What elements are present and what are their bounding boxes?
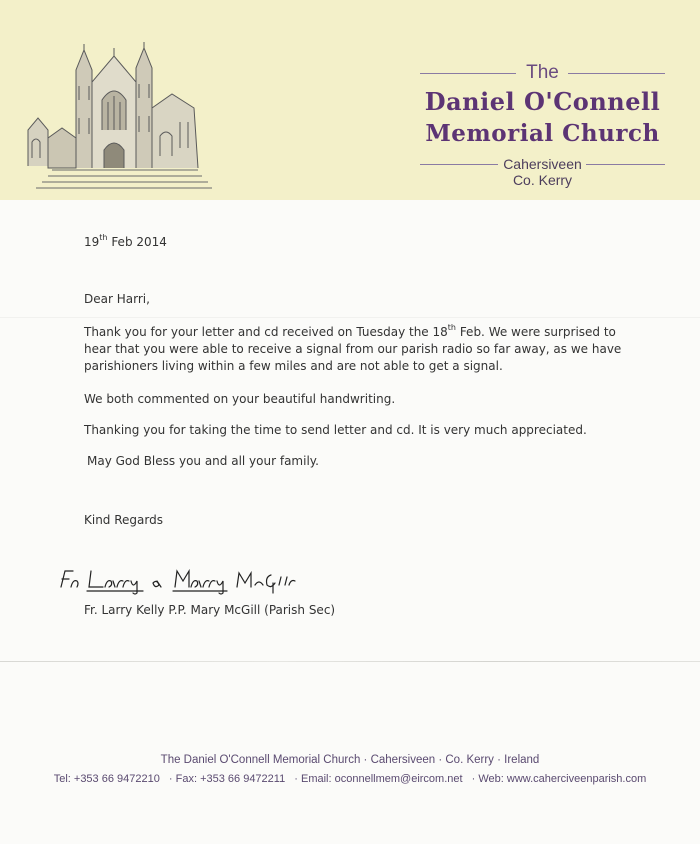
footer-tel: Tel: +353 66 9472210 bbox=[53, 773, 160, 785]
paragraph-3: Thanking you for taking the time to send letter and cd. It is very much appreciated. bbox=[84, 423, 587, 437]
salutation: Dear Harri, bbox=[84, 292, 150, 306]
paragraph-4: May God Bless you and all your family. bbox=[87, 454, 319, 468]
paper-edge bbox=[0, 661, 700, 662]
paragraph-1: Thank you for your letter and cd received on Tuesday the 18th Feb. We were surprised to hear that you were able to receive a signal from our parish radio so far away, as we have parishioners living within a few miles and are not able to get a signal. bbox=[84, 323, 622, 373]
brand-name-line1: Daniel O'Connell bbox=[424, 87, 661, 116]
brand-county: Co. Kerry bbox=[512, 172, 573, 188]
footer-contacts bbox=[0, 773, 700, 785]
closing: Kind Regards bbox=[84, 513, 163, 527]
church-illustration bbox=[22, 38, 218, 194]
letterhead bbox=[0, 0, 700, 200]
brand-name-line2: Memorial Church bbox=[425, 120, 660, 147]
footer-address: The Daniel O'Connell Memorial Church · Cahersiveen · Co. Kerry · Ireland bbox=[160, 754, 540, 766]
church-brand bbox=[420, 60, 665, 190]
signers: Fr. Larry Kelly P.P. Mary McGill (Parish Sec) bbox=[84, 603, 336, 617]
footer-email: · Email: oconnellmem@eircom.net bbox=[294, 773, 463, 785]
handwritten-signature bbox=[57, 563, 297, 595]
letter-date: 19th Feb 2014 bbox=[84, 233, 167, 249]
paper-fold bbox=[0, 317, 700, 318]
brand-town: Cahersiveen bbox=[503, 156, 582, 172]
brand-the: The bbox=[526, 62, 559, 83]
footer-fax: · Fax: +353 66 9472211 bbox=[168, 773, 286, 785]
paragraph-2: We both commented on your beautiful handwriting. bbox=[84, 392, 396, 406]
footer-web: · Web: www.caherciveenparish.com bbox=[471, 773, 647, 785]
